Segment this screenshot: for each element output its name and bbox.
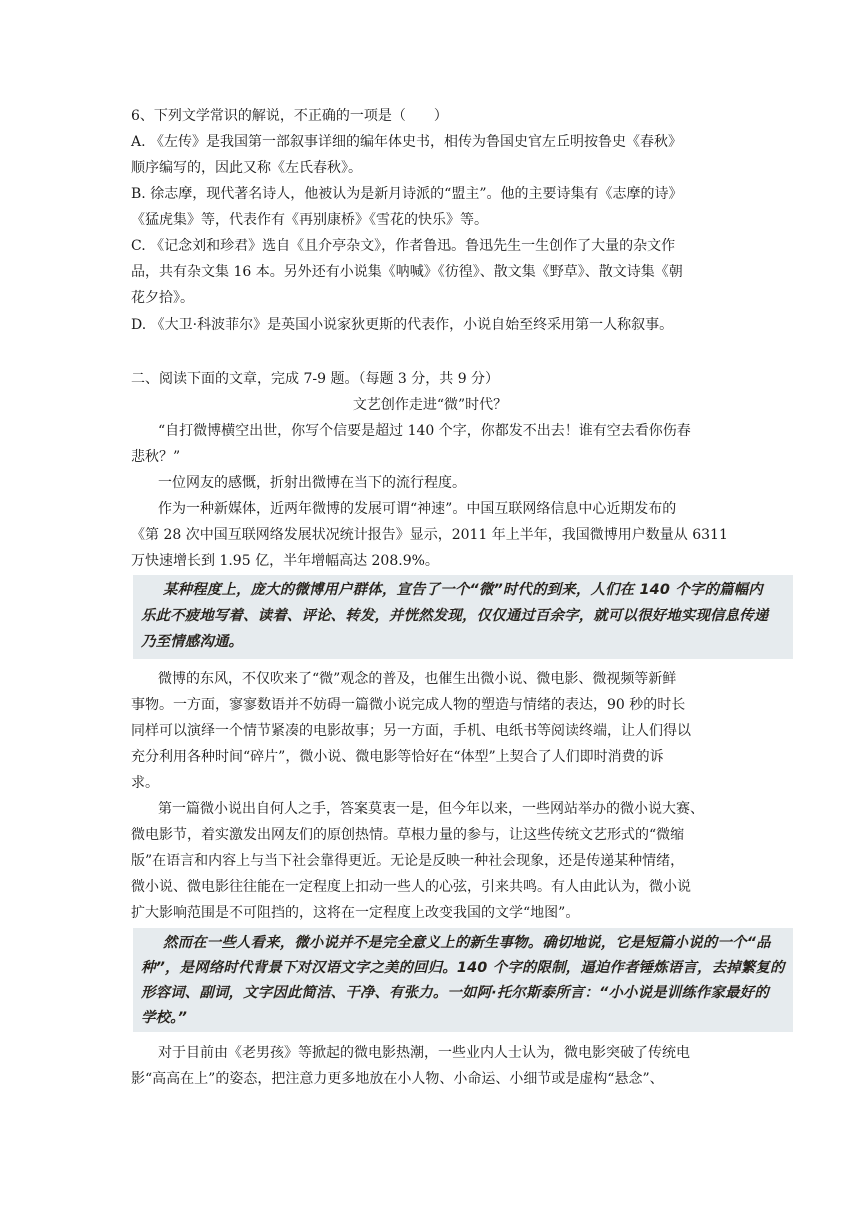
option-c-line-1: C. 《记念刘和珍君》选自《且介亭杂文》，作者鲁迅。鲁迅先生一生创作了大量的杂文作 (131, 238, 676, 254)
scan-1-line-3: 乃至情感沟通。 (141, 634, 244, 650)
option-a-line-1: A. 《左传》是我国第一部叙事详细的编年体史书，相传为鲁国史官左丘明按鲁史《春秋》 (131, 134, 683, 150)
paragraph-3-line-3: 万快速增长到 1.95 亿，半年增幅高达 208.9%。 (131, 553, 439, 569)
option-a-line-2: 顺序编写的，因此又称《左氏春秋》。 (131, 160, 362, 176)
paragraph-6-line-2: 影“高高在上”的姿态，把注意力更多地放在小人物、小命运、小细节或是虚构“悬念”、 (131, 1071, 664, 1087)
paragraph-5-line-5: 扩大影响范围是不可阻挡的，这将在一定程度上改变我国的文学“地图”。 (131, 905, 580, 921)
paragraph-1-line-1: “自打微博横空出世，你写个信要是超过 140 个字，你都发不出去！谁有空去看你伤春 (158, 423, 691, 439)
paragraph-3-line-2: 《第 28 次中国互联网络发展状况统计报告》显示，2011 年上半年，我国微博用户数量从 6311 (131, 527, 728, 543)
paragraph-4-line-4: 充分利用各种时间“碎片”，微小说、微电影等恰好在“体型”上契合了人们即时消费的诉 (131, 749, 664, 765)
paragraph-6-line-1: 对于目前由《老男孩》等掀起的微电影热潮，一些业内人士认为，微电影突破了传统电 (158, 1045, 690, 1061)
scanned-text-block-2 (133, 928, 793, 1032)
scan-2-line-3: 形容词、副词，文字因此简洁、干净、有张力。一如阿·托尔斯泰所言：“小小说是训练作家最好的 (141, 985, 769, 1001)
question-6-stem: 6、下列文学常识的解说，不正确的一项是（ ） (131, 108, 448, 124)
section-2-heading: 二、阅读下面的文章，完成 7-9 题。（每题 3 分，共 9 分） (131, 371, 500, 387)
paragraph-1-line-2: 悲秋？” (131, 449, 181, 465)
scan-1-line-1: 某种程度上，庞大的微博用户群体，宣告了一个“微”时代的到来，人们在 140 个字的篇幅内 (163, 582, 763, 598)
paragraph-2-line-1: 一位网友的感慨，折射出微博在当下的流行程度。 (158, 475, 466, 491)
article-title: 文艺创作走进“微”时代？ (352, 397, 508, 413)
option-b-line-1: B. 徐志摩，现代著名诗人，他被认为是新月诗派的“盟主”。他的主要诗集有《志摩的诗》 (131, 186, 683, 202)
option-b-line-2: 《猛虎集》等，代表作有《再别康桥》《雪花的快乐》等。 (131, 212, 488, 228)
option-c-line-3: 花夕拾》。 (131, 290, 194, 306)
option-c-line-2: 品，共有杂文集 16 本。另外还有小说集《呐喊》《彷徨》、散文集《野草》、散文诗集《朝 (131, 264, 683, 280)
paragraph-5-line-2: 微电影节，着实激发出网友们的原创热情。草根力量的参与，让这些传统文艺形式的“微缩 (131, 827, 685, 843)
scan-2-line-2: 种”，是网络时代背景下对汉语文字之美的回归。140 个字的限制，逼迫作者锤炼语言，去掉繁复的 (141, 960, 785, 976)
scan-2-line-1: 然而在一些人看来，微小说并不是完全意义上的新生事物。确切地说，它是短篇小说的一个“品 (163, 935, 771, 951)
paragraph-5-line-4: 微小说、微电影往往能在一定程度上扣动一些人的心弦，引来共鸣。有人由此认为，微小说 (131, 879, 691, 895)
paragraph-4-line-5: 求。 (131, 775, 159, 791)
scan-2-line-4: 学校。” (141, 1010, 188, 1026)
paragraph-4-line-3: 同样可以演绎一个情节紧凑的电影故事；另一方面，手机、电纸书等阅读终端，让人们得以 (131, 723, 691, 739)
paragraph-4-line-1: 微博的东风，不仅吹来了“微”观念的普及，也催生出微小说、微电影、微视频等新鲜 (158, 671, 677, 687)
paragraph-3-line-1: 作为一种新媒体，近两年微博的发展可谓“神速”。中国互联网络信息中心近期发布的 (158, 501, 677, 517)
scan-1-line-2: 乐此不疲地写着、读着、评论、转发，并恍然发现，仅仅通过百余字，就可以很好地实现信息传递 (141, 608, 769, 624)
option-d-line-1: D. 《大卫·科波菲尔》是英国小说家狄更斯的代表作，小说自始至终采用第一人称叙事。 (131, 317, 674, 333)
scanned-text-block-1 (133, 575, 793, 659)
paragraph-5-line-3: 版”在语言和内容上与当下社会靠得更近。无论是反映一种社会现象，还是传递某种情绪， (131, 853, 685, 869)
paragraph-4-line-2: 事物。一方面，寥寥数语并不妨碍一篇微小说完成人物的塑造与情绪的表达，90 秒的时长 (131, 697, 686, 713)
paragraph-5-line-1: 第一篇微小说出自何人之手，答案莫衷一是，但今年以来，一些网站举办的微小说大赛、 (158, 801, 704, 817)
